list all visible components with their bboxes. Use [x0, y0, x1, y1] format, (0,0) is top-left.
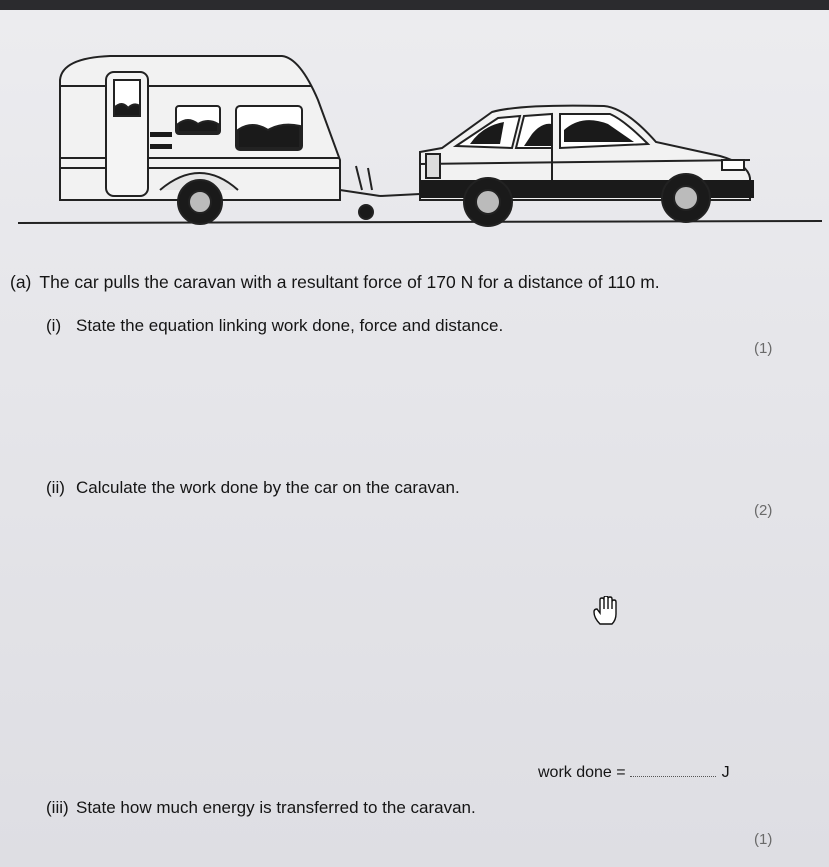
question-a-iii	[46, 798, 476, 818]
caravan-icon	[60, 56, 380, 224]
answer-blank[interactable]	[630, 762, 716, 777]
part-ii-marks: (2)	[754, 502, 773, 519]
hand-pointer-icon	[592, 596, 618, 626]
question-a-ii	[46, 478, 460, 498]
part-ii-label: (ii)	[46, 478, 65, 497]
answer-label: work done =	[538, 764, 626, 781]
exam-page	[0, 10, 829, 867]
part-i-label: (i)	[46, 316, 62, 335]
part-i-marks: (1)	[754, 340, 773, 357]
answer-unit: J	[721, 764, 730, 781]
part-iii-label: (iii)	[46, 798, 69, 817]
top-dark-strip	[0, 0, 829, 10]
car-icon	[380, 106, 754, 226]
car-towing-caravan-illustration	[0, 40, 829, 240]
question-a-text: The car pulls the caravan with a resultant force of 170 N for a distance of 110 m.	[39, 272, 660, 292]
part-i-text: State the equation linking work done, force and distance.	[76, 316, 504, 335]
part-iii-marks: (1)	[754, 831, 773, 848]
part-ii-text: Calculate the work done by the car on the caravan.	[76, 478, 460, 497]
question-a-label: (a)	[10, 272, 32, 292]
work-done-answer-line	[538, 762, 730, 782]
question-a	[10, 272, 660, 293]
part-iii-text: State how much energy is transferred to the caravan.	[76, 798, 476, 817]
question-a-i	[46, 316, 503, 336]
